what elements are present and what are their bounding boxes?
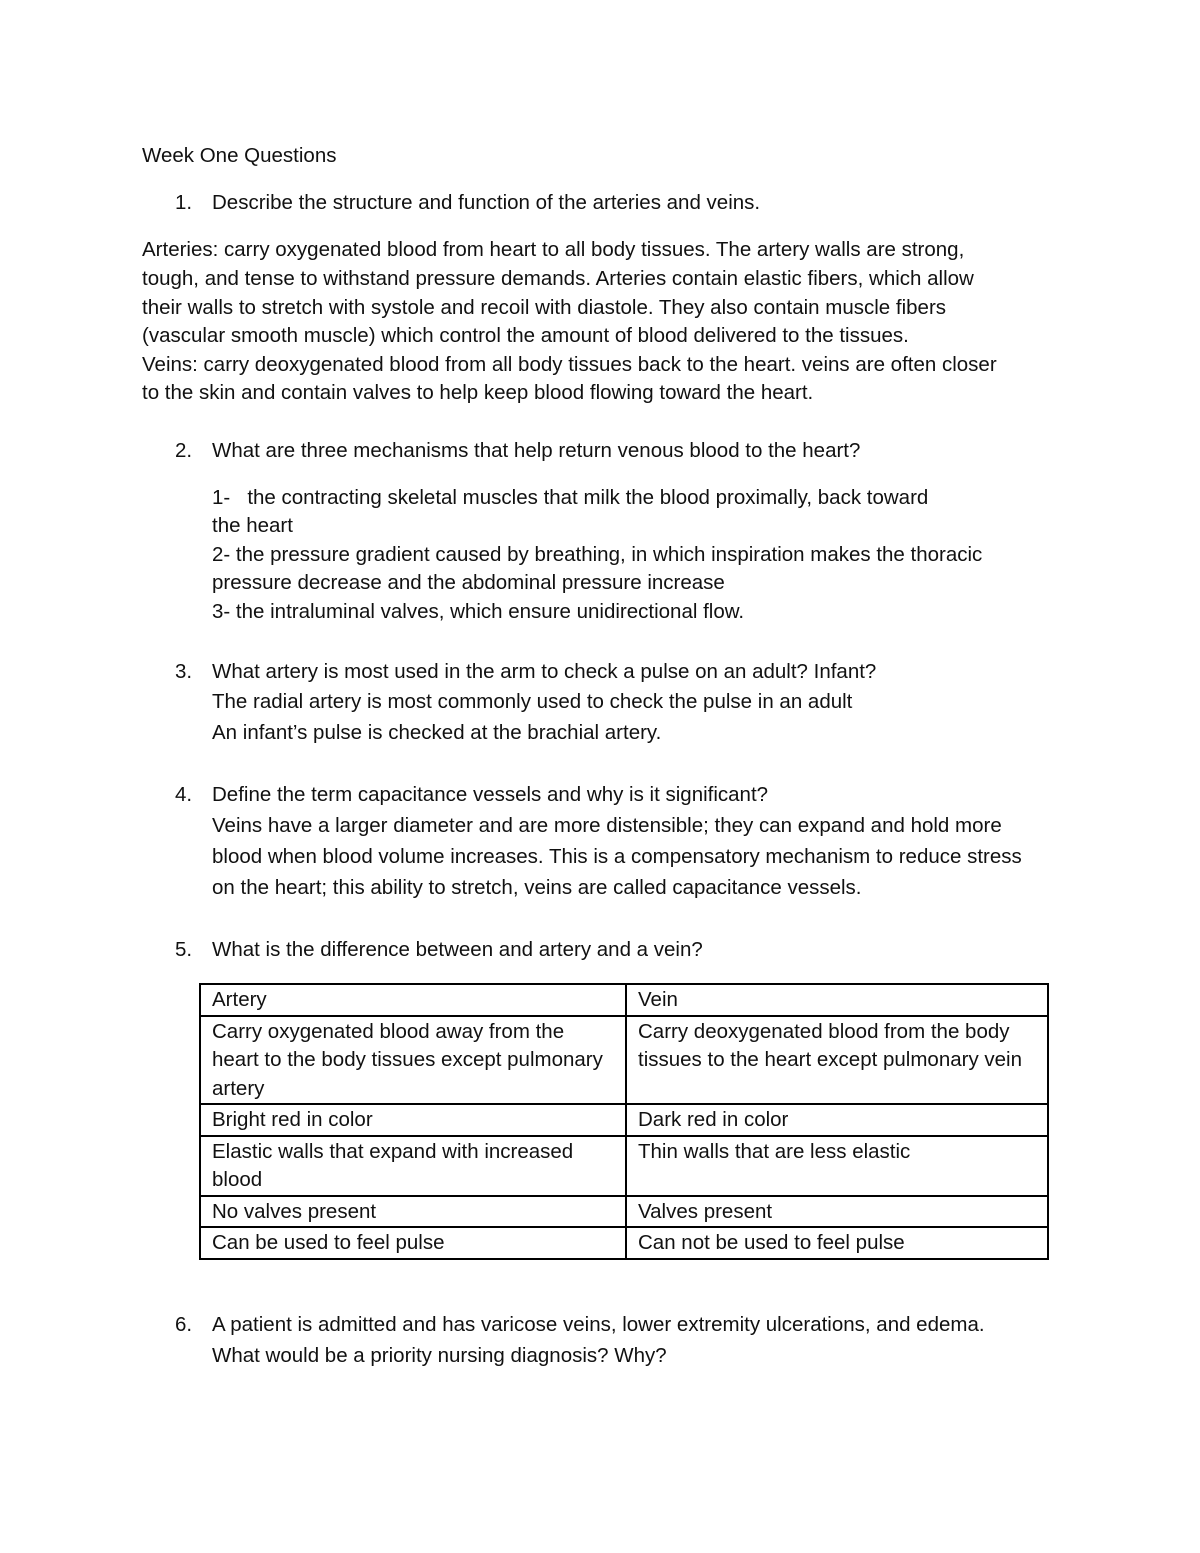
table-cell: Dark red in color — [626, 1104, 1048, 1136]
table-cell: Can be used to feel pulse — [200, 1227, 626, 1259]
question-1-text: Describe the structure and function of the arteries and veins. — [212, 191, 761, 214]
table-cell: Elastic walls that expand with increased blood — [200, 1136, 626, 1196]
answer-2-line: pressure decrease and the abdominal pressure increase — [212, 571, 725, 594]
question-6-text: A patient is admitted and has varicose veins, lower extremity ulcerations, and edema. — [212, 1313, 985, 1336]
answer-1-line: to the skin and contain valves to help keep blood flowing toward the heart. — [142, 381, 814, 404]
table-cell: Carry oxygenated blood away from the heart to the body tissues except pulmonary artery — [200, 1016, 626, 1105]
table-row — [200, 1136, 1048, 1196]
question-3-number: 3. — [175, 660, 193, 683]
answer-2-line: 1- the contracting skeletal muscles that milk the blood proximally, back toward — [212, 486, 929, 509]
answer-4-line: on the heart; this ability to stretch, veins are called capacitance vessels. — [212, 876, 862, 899]
table-row — [200, 1227, 1048, 1259]
answer-1-line: tough, and tense to withstand pressure demands. Arteries contain elastic fibers, which allow — [142, 267, 974, 290]
answer-1-line: their walls to stretch with systole and recoil with diastole. They also contain muscle fibers — [142, 296, 947, 319]
table-cell: No valves present — [200, 1196, 626, 1228]
answer-2-line: the heart — [212, 514, 293, 537]
table-row — [200, 1196, 1048, 1228]
answer-4-line: Veins have a larger diameter and are more distensible; they can expand and hold more — [212, 814, 1002, 837]
question-3-text: What artery is most used in the arm to check a pulse on an adult? Infant? — [212, 660, 877, 683]
table-cell: Can not be used to feel pulse — [626, 1227, 1048, 1259]
question-1-number: 1. — [175, 191, 193, 214]
question-6-number: 6. — [175, 1313, 193, 1336]
question-4-number: 4. — [175, 783, 193, 806]
table-cell: Bright red in color — [200, 1104, 626, 1136]
answer-1-line: Veins: carry deoxygenated blood from all body tissues back to the heart. veins are often closer — [142, 353, 997, 376]
table-cell: Carry deoxygenated blood from the body tissues to the heart except pulmonary vein — [626, 1016, 1048, 1105]
table-cell: Thin walls that are less elastic — [626, 1136, 1048, 1196]
answer-4-line: blood when blood volume increases. This is a compensatory mechanism to reduce stress — [212, 845, 1022, 868]
question-6-text: What would be a priority nursing diagnosis? Why? — [212, 1344, 667, 1367]
table-header-cell: Artery — [200, 984, 626, 1016]
question-2-text: What are three mechanisms that help return venous blood to the heart? — [212, 439, 861, 462]
question-4-text: Define the term capacitance vessels and why is it significant? — [212, 783, 769, 806]
table-row — [200, 1016, 1048, 1105]
answer-2-line: 3- the intraluminal valves, which ensure unidirectional flow. — [212, 600, 745, 623]
question-2-number: 2. — [175, 439, 193, 462]
table-header-row — [200, 984, 1048, 1016]
answer-3-line: An infant’s pulse is checked at the brachial artery. — [212, 721, 662, 744]
answer-1-line: (vascular smooth muscle) which control the amount of blood delivered to the tissues. — [142, 324, 909, 347]
artery-vein-comparison-table — [199, 983, 1049, 1260]
answer-2-line: 2- the pressure gradient caused by breathing, in which inspiration makes the thoracic — [212, 543, 983, 566]
table-cell: Valves present — [626, 1196, 1048, 1228]
question-5-number: 5. — [175, 938, 193, 961]
table-header-cell: Vein — [626, 984, 1048, 1016]
table-row — [200, 1104, 1048, 1136]
answer-3-line: The radial artery is most commonly used to check the pulse in an adult — [212, 690, 853, 713]
question-5-text: What is the difference between and artery and a vein? — [212, 938, 703, 961]
document-title: Week One Questions — [142, 144, 337, 167]
answer-1-line: Arteries: carry oxygenated blood from heart to all body tissues. The artery walls are strong, — [142, 238, 965, 261]
